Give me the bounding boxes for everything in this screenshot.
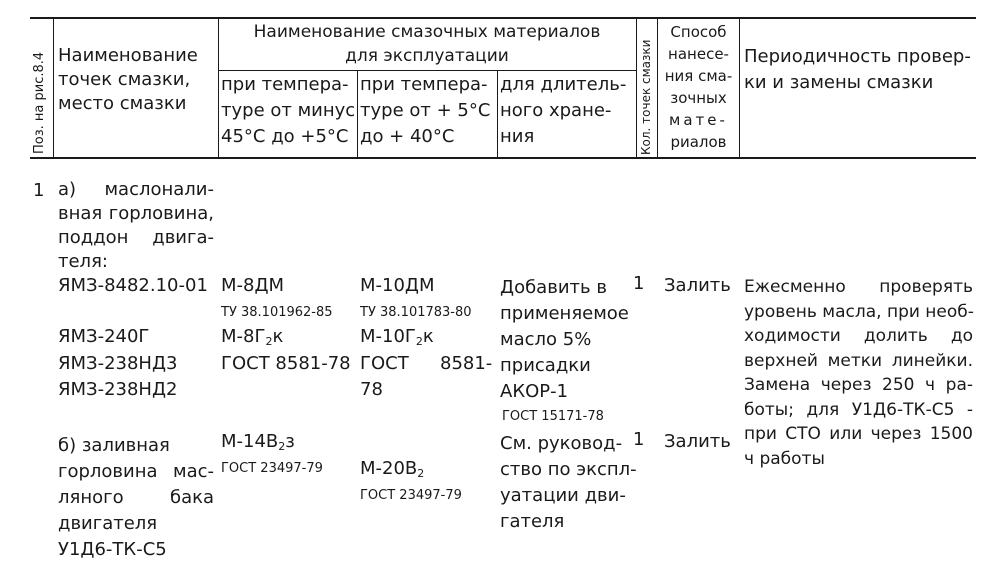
header-long-line: ния xyxy=(500,126,535,147)
row1-period-line: ч работы xyxy=(744,448,825,469)
header-col-warm xyxy=(360,72,490,150)
row1-period-line: верхней метки линейки. xyxy=(744,350,973,371)
header-method-line: ния сма- xyxy=(664,67,733,85)
col-divider-5 xyxy=(636,17,637,158)
lubricants-subheader-border xyxy=(218,70,636,71)
row2-point-b-title xyxy=(58,433,214,563)
row2-long-line: ство по экспл- xyxy=(500,459,637,480)
row1-position: 1 xyxy=(33,180,45,201)
row2-b-line: горловина мас- xyxy=(58,461,214,482)
header-warm-line: до + 40°С xyxy=(360,126,455,147)
header-period-line: ки и замены смазки xyxy=(744,72,934,93)
row1-period-line: Замена через 250 ч ра- xyxy=(744,375,973,395)
row2-b-line: двигателя xyxy=(58,513,158,534)
row2-cold-oil-tail: з xyxy=(285,431,295,452)
row1-long-line: АКОР-1 xyxy=(500,381,569,402)
row2-b-line: ляного бака xyxy=(58,487,214,508)
row1-warm-oil-2-spec-b: 8581- xyxy=(440,353,493,374)
row1-engine-3: ЯМЗ-238НД3 xyxy=(58,353,178,374)
header-warm-line: при темпера- xyxy=(360,74,488,95)
header-method-line: зочных xyxy=(670,89,727,107)
row1-period-line: боты; для У1Д6-ТК-С5 - xyxy=(744,399,973,420)
row1-points-count: 1 xyxy=(633,273,645,294)
row2-cold-oil-sub: 2 xyxy=(278,440,286,453)
row2-points-count: 1 xyxy=(633,429,645,450)
row1-long-term-spec: ГОСТ 15171-78 xyxy=(502,409,604,424)
header-warm-line: туре от + 5°С xyxy=(360,100,491,121)
header-cold-line: при темпера- xyxy=(221,74,349,95)
table-top-border xyxy=(30,17,976,19)
row2-cold-oil-base: М-14В xyxy=(221,431,279,452)
row2-b-line: б) заливная xyxy=(58,435,170,456)
header-application-method xyxy=(658,21,739,153)
header-col-long-term xyxy=(500,72,626,150)
row2-long-line: См. руковод- xyxy=(500,433,623,454)
row2-cold-oil-spec: ГОСТ 23497-79 xyxy=(221,461,323,476)
header-col-cold xyxy=(221,72,355,150)
row1-engine-4: ЯМЗ-238НД2 xyxy=(58,379,178,400)
col-divider-7 xyxy=(739,17,740,158)
header-lubricants-title xyxy=(218,20,636,68)
col-divider-3 xyxy=(357,70,358,158)
header-cold-line: 45°С до +5°С xyxy=(221,126,349,147)
row2-long-term xyxy=(500,431,637,535)
header-name-line: Наименование xyxy=(58,45,198,66)
row1-warm-oil-2-base: М-10Г xyxy=(360,326,416,347)
header-long-line: для длитель- xyxy=(500,74,627,95)
row1-long-line: применяемое xyxy=(500,303,629,324)
row2-cold-oil xyxy=(221,431,295,458)
row1-warm-oil-1-spec: ТУ 38.101783-80 xyxy=(360,305,472,320)
row1-long-line: масло 5% xyxy=(500,329,592,350)
header-method-line: Способ xyxy=(670,23,727,41)
row1-warm-oil-2 xyxy=(360,326,434,353)
row1-warm-oil-2-sub: 2 xyxy=(415,335,423,348)
row1-period-line: ходимости долить до xyxy=(744,326,973,346)
row1-cold-oil-2-sub: 2 xyxy=(265,335,273,348)
header-lubricants-line: Наименование смазочных материалов xyxy=(253,22,601,42)
row2-warm-oil-base: М-20В xyxy=(360,458,418,479)
row1-periodicity xyxy=(744,275,973,471)
header-method-line: мате- xyxy=(669,111,728,129)
row1-period-line: уровень масла, при необ- xyxy=(744,301,974,322)
col-divider-1 xyxy=(53,17,54,158)
header-points-count: Кол. точек смазки xyxy=(639,39,653,155)
row1-long-term xyxy=(500,275,629,405)
header-method-line: риалов xyxy=(670,133,727,151)
row1-a-line: вная горловина, xyxy=(58,203,214,224)
row2-warm-oil-spec: ГОСТ 23497-79 xyxy=(360,488,462,503)
row1-engine-2: ЯМЗ-240Г xyxy=(58,326,150,347)
col-divider-4 xyxy=(497,70,498,158)
row2-b-line: У1Д6-ТК-С5 xyxy=(58,539,167,560)
row1-cold-oil-2 xyxy=(221,326,283,353)
header-name-line: место смазки xyxy=(58,93,187,114)
row1-a-line: теля: xyxy=(58,251,108,272)
header-name-line: точек смазки, xyxy=(58,69,191,90)
row1-cold-oil-2-tail: к xyxy=(272,326,284,347)
row2-warm-oil xyxy=(360,458,424,485)
row1-cold-oil-1: М-8ДМ xyxy=(221,275,285,296)
header-cold-line: туре от минус xyxy=(221,100,356,121)
row1-warm-oil-2-tail: к xyxy=(422,326,434,347)
row1-engine-1: ЯМЗ-8482.10-01 xyxy=(58,275,208,296)
row2-long-line: гателя xyxy=(500,511,565,532)
row1-cold-oil-2-base: М-8Г xyxy=(221,326,266,347)
row2-long-line: уатации дви- xyxy=(500,485,626,506)
row2-method: Залить xyxy=(664,431,731,452)
header-long-line: ного хране- xyxy=(500,100,612,121)
row1-period-line: при СТО или через 1500 xyxy=(744,424,973,444)
row1-cold-oil-2-spec: ГОСТ 8581-78 xyxy=(221,353,351,374)
header-method-line: нанесе- xyxy=(668,45,729,63)
row1-long-line: присадки xyxy=(500,355,591,376)
row1-a-line: поддон двига- xyxy=(58,227,214,248)
row1-point-a-title xyxy=(58,178,214,274)
row1-long-line: Добавить в xyxy=(500,277,607,298)
row1-a-line: а) маслонали- xyxy=(58,179,214,200)
row1-warm-oil-1: М-10ДМ xyxy=(360,275,435,296)
row1-cold-oil-1-spec: ТУ 38.101962-85 xyxy=(221,305,333,320)
row2-warm-oil-sub: 2 xyxy=(417,467,425,480)
header-period-line: Периодичность провер- xyxy=(744,46,971,67)
row1-period-line: Ежесменно проверять xyxy=(744,277,973,297)
header-bottom-border xyxy=(30,157,976,159)
row1-method: Залить xyxy=(664,275,731,296)
row1-warm-oil-2-spec-a: ГОСТ xyxy=(360,353,409,374)
header-lubricants-line: для эксплуатации xyxy=(345,46,509,66)
header-position-ref: Поз. на рис.8.4 xyxy=(32,51,47,154)
header-lubrication-points xyxy=(58,44,198,116)
row1-warm-oil-2-spec-c: 78 xyxy=(360,379,383,400)
header-periodicity xyxy=(744,44,971,96)
